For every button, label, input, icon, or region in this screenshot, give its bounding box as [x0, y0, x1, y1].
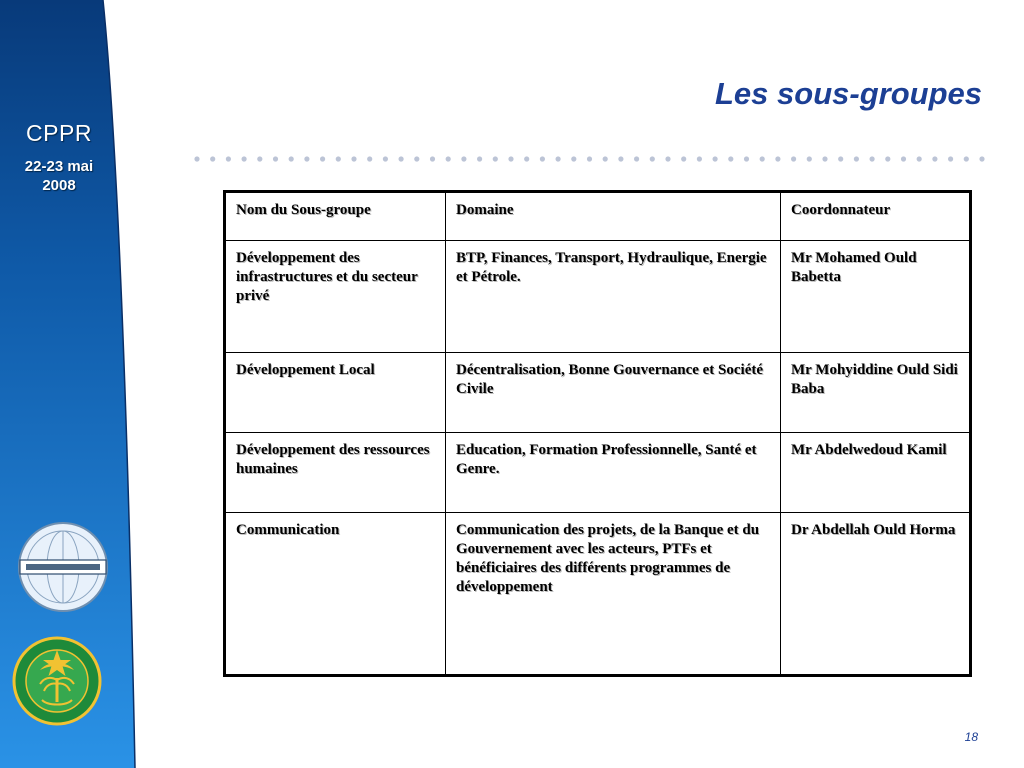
- divider-dot: [226, 156, 231, 161]
- divider-dot: [603, 156, 608, 161]
- sidebar-date: [0, 157, 118, 195]
- divider-dot: [571, 156, 576, 161]
- divider-dot: [556, 156, 561, 161]
- divider-dot: [791, 156, 796, 161]
- divider-dot: [932, 156, 937, 161]
- divider-dot: [650, 156, 655, 161]
- divider-dot: [822, 156, 827, 161]
- divider-dot: [587, 156, 592, 161]
- divider-dot: [194, 156, 199, 161]
- divider-dot: [948, 156, 953, 161]
- divider-dot: [289, 156, 294, 161]
- divider-dot: [399, 156, 404, 161]
- slide-title: Les sous-groupes: [715, 76, 982, 111]
- world-bank-emblem: [16, 520, 110, 614]
- domain-cell: Education, Formation Professionnelle, Santé et Genre.: [446, 433, 781, 513]
- divider-dot: [320, 156, 325, 161]
- divider-dot: [351, 156, 356, 161]
- sidebar-date-line-2: 2008: [42, 177, 76, 194]
- domain-cell: BTP, Finances, Transport, Hydraulique, Energie et Pétrole.: [446, 241, 781, 353]
- page-number: 18: [964, 730, 978, 744]
- divider-dot: [870, 156, 875, 161]
- table-row: [226, 353, 970, 433]
- divider-dot: [917, 156, 922, 161]
- divider-dot: [383, 156, 388, 161]
- title-divider: [194, 154, 994, 164]
- divider-dot: [242, 156, 247, 161]
- divider-dot: [508, 156, 513, 161]
- header-cell: Coordonnateur: [781, 193, 970, 241]
- divider-dot: [838, 156, 843, 161]
- divider-dot: [477, 156, 482, 161]
- divider-dot: [493, 156, 498, 161]
- divider-dot: [304, 156, 309, 161]
- divider-dot: [414, 156, 419, 161]
- divider-dot: [430, 156, 435, 161]
- divider-dot: [618, 156, 623, 161]
- sidebar-acronym: CPPR: [26, 120, 92, 146]
- divider-dot: [336, 156, 341, 161]
- divider-dot: [681, 156, 686, 161]
- header-cell: Nom du Sous-groupe: [226, 193, 446, 241]
- divider-dot: [446, 156, 451, 161]
- divider-dot: [901, 156, 906, 161]
- divider-dot: [728, 156, 733, 161]
- sidebar-brand: [0, 120, 118, 195]
- divider-dot: [744, 156, 749, 161]
- divider-dot: [964, 156, 969, 161]
- divider-dot: [885, 156, 890, 161]
- coordinator-cell: Dr Abdellah Ould Horma: [781, 513, 970, 675]
- header-cell: Domaine: [446, 193, 781, 241]
- divider-dot: [540, 156, 545, 161]
- divider-dot: [854, 156, 859, 161]
- table-row: [226, 513, 970, 675]
- divider-dot: [979, 156, 984, 161]
- subgroup-name-cell: Développement des ressources humaines: [226, 433, 446, 513]
- divider-dot: [634, 156, 639, 161]
- domain-cell: Communication des projets, de la Banque et du Gouvernement avec les acteurs, PTFs et bénéficiaires des différents programmes de développement: [446, 513, 781, 675]
- divider-dot: [524, 156, 529, 161]
- divider-dot: [760, 156, 765, 161]
- subgroup-name-cell: Développement des infrastructures et du secteur privé: [226, 241, 446, 353]
- coordinator-cell: Mr Abdelwedoud Kamil: [781, 433, 970, 513]
- divider-dot: [807, 156, 812, 161]
- sidebar-date-line-1: 22-23 mai: [24, 158, 94, 175]
- table-header-row: [226, 193, 970, 241]
- table-row: [226, 433, 970, 513]
- divider-dot: [713, 156, 718, 161]
- divider-dot: [273, 156, 278, 161]
- divider-dot: [257, 156, 262, 161]
- subgroups-table: [223, 190, 972, 677]
- table-row: [226, 241, 970, 353]
- divider-dot: [665, 156, 670, 161]
- divider-dot: [461, 156, 466, 161]
- divider-dot: [367, 156, 372, 161]
- mauritania-emblem: [12, 636, 102, 726]
- coordinator-cell: Mr Mohamed Ould Babetta: [781, 241, 970, 353]
- subgroup-name-cell: Développement Local: [226, 353, 446, 433]
- divider-dot: [210, 156, 215, 161]
- divider-dot: [775, 156, 780, 161]
- coordinator-cell: Mr Mohyiddine Ould Sidi Baba: [781, 353, 970, 433]
- subgroup-name-cell: Communication: [226, 513, 446, 675]
- divider-dot: [697, 156, 702, 161]
- domain-cell: Décentralisation, Bonne Gouvernance et Société Civile: [446, 353, 781, 433]
